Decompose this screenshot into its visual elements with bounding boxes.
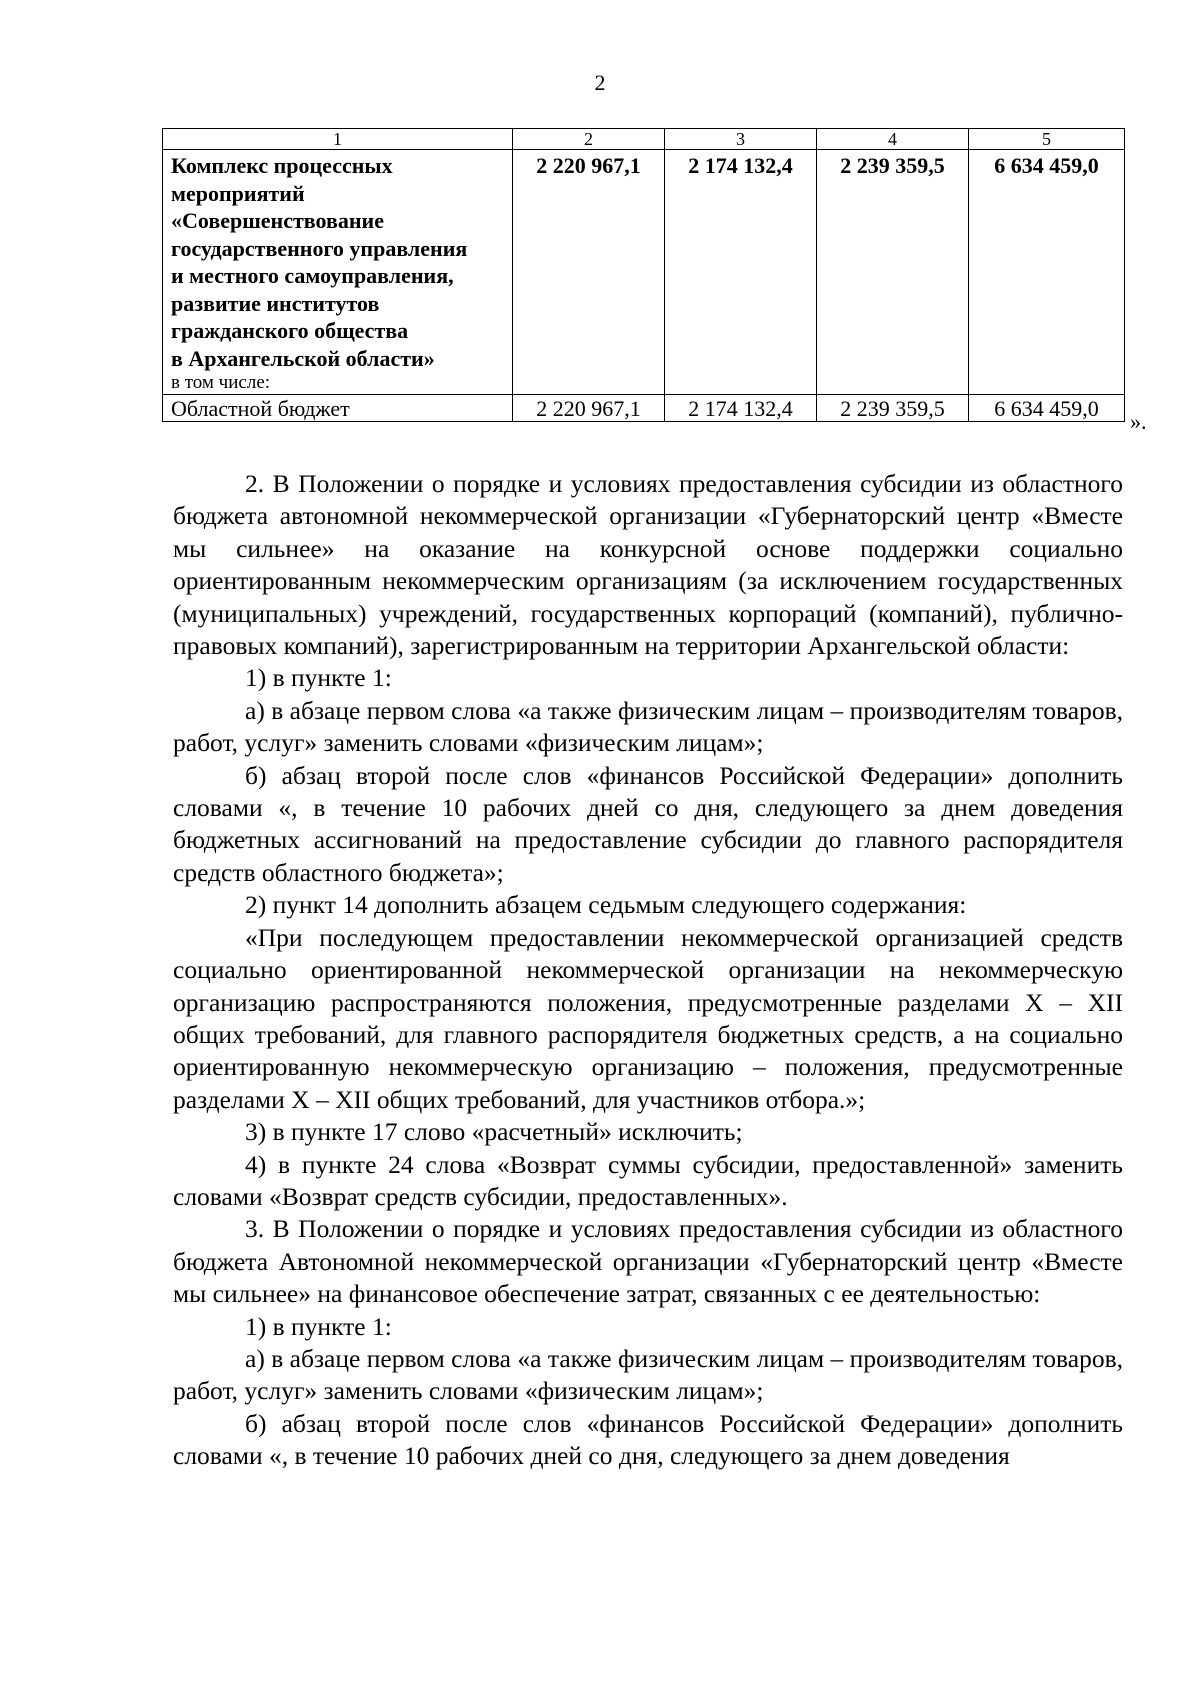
- value-cell: 2 174 132,4: [665, 150, 817, 395]
- row-title-line: в Архангельской области»: [171, 345, 435, 371]
- table-header-row: [163, 129, 1125, 150]
- value-cell: 2 220 967,1: [513, 150, 665, 395]
- table-row: [163, 395, 1125, 422]
- row-title-line: мероприятий: [171, 180, 305, 206]
- value-cell: 2 220 967,1: [513, 395, 665, 422]
- paragraph: 1) в пункте 1:: [245, 1311, 392, 1341]
- row-title-line: государственного управления: [171, 235, 468, 261]
- row-subtitle: в том числе:: [171, 372, 271, 393]
- row-title-line: и местного самоуправления,: [171, 263, 454, 288]
- row-title-cell: [163, 150, 513, 395]
- row-title-line: развитие институтов: [171, 290, 380, 316]
- row-title-line: гражданского общества: [171, 318, 409, 343]
- table-row: [163, 150, 1125, 395]
- row-title-line: Комплекс процессных: [171, 153, 393, 178]
- header-cell: 3: [665, 129, 817, 150]
- document-body: [173, 468, 1123, 1473]
- value-cell: 2 239 359,5: [817, 150, 969, 395]
- paragraph: 1) в пункте 1:: [245, 663, 392, 693]
- header-cell: 2: [513, 129, 665, 150]
- paragraph: 4) в пункте 24 слова «Возврат суммы субсидии, предоставленной» заменить словами «Возврат средств субсидии, предоставленных».: [173, 1149, 1123, 1211]
- value-cell: 6 634 459,0: [969, 150, 1125, 395]
- paragraph: а) в абзаце первом слова «а также физическим лицам – производителям товаров, работ, услуг» заменить словами «физическим лицам»;: [173, 1343, 1123, 1406]
- header-cell: 4: [817, 129, 969, 150]
- page-number: 2: [594, 70, 606, 95]
- paragraph: 3. В Положении о порядке и условиях предоставления субсидии из областного бюджета Автономной некоммерческой организации «Губернаторский центр «Вместе мы сильнее» на финансовое обеспечение затрат, связанных с ее деятельностью:: [173, 1214, 1123, 1309]
- paragraph: а) в абзаце первом слова «а также физическим лицам – производителям товаров, работ, услуг» заменить словами «физическим лицам»;: [173, 695, 1123, 758]
- paragraph: б) абзац второй после слов «финансов Российской Федерации» дополнить словами «, в течение 10 рабочих дней со дня, следующего за днем доведения бюджетных ассигнований на предоставление субсидии до главного распорядителя средств областного бюджета»;: [173, 760, 1123, 887]
- paragraph: б) абзац второй после слов «финансов Российской Федерации» дополнить словами «, в течение 10 рабочих дней со дня, следующего за днем доведения: [173, 1408, 1123, 1471]
- paragraph: 2) пункт 14 дополнить абзацем седьмым следующего содержания:: [245, 890, 967, 920]
- paragraph: 3) в пункте 17 слово «расчетный» исключить;: [245, 1117, 743, 1147]
- row-title-line: «Совершенствование: [171, 208, 384, 233]
- budget-table: [162, 128, 1125, 422]
- row-title-cell: Областной бюджет: [163, 395, 513, 422]
- header-cell: 1: [163, 129, 513, 150]
- header-cell: 5: [969, 129, 1125, 150]
- table-closing-quote: ».: [1130, 409, 1147, 434]
- paragraph: 2. В Положении о порядке и условиях предоставления субсидии из областного бюджета автономной некоммерческой организации «Губернаторский центр «Вместе мы сильнее» на оказание на конкурсной основе поддержки социально ориентированным некоммерческим организациям (за исключением государственных (муниципальных) учреждений, государственных корпораций (компаний), публично-правовых компаний), зарегистрированным на территории Архангельской области:: [173, 469, 1123, 661]
- value-cell: 2 174 132,4: [665, 395, 817, 422]
- value-cell: 2 239 359,5: [817, 395, 969, 422]
- value-cell: 6 634 459,0: [969, 395, 1125, 422]
- paragraph: «При последующем предоставлении некоммерческой организацией средств социально ориентированной некоммерческой организации на некоммерческую организацию распространяются положения, предусмотренные разделами X – XII общих требований, для главного распорядителя бюджетных средств, а на социально ориентированную некоммерческую организацию – положения, предусмотренные разделами X – XII общих требований, для участников отбора.»;: [173, 922, 1123, 1114]
